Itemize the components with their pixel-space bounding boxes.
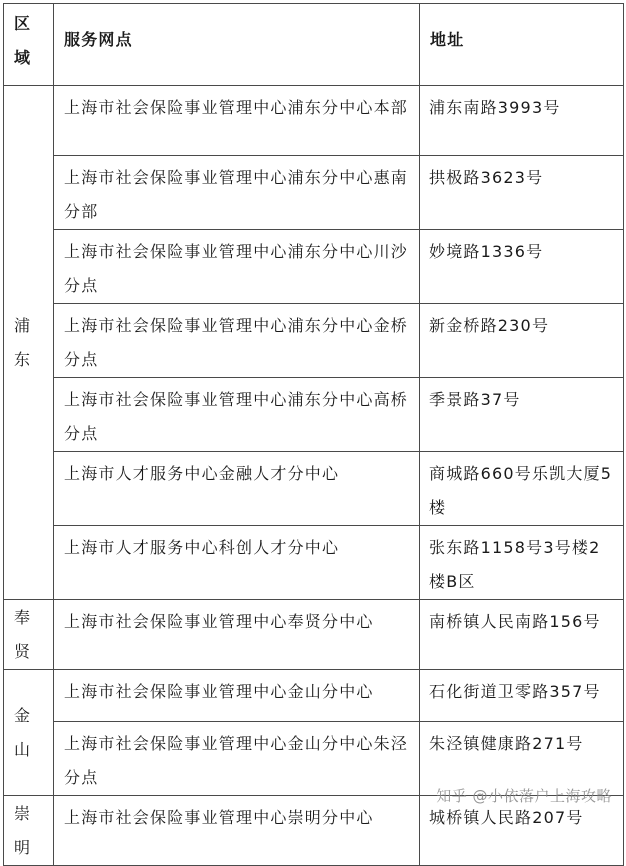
service-point-address: 妙境路1336号 [420, 230, 624, 304]
service-point-address: 城桥镇人民路207号 [420, 796, 624, 866]
table-row [4, 156, 624, 230]
table-row [4, 796, 624, 866]
service-point-name: 上海市社会保险事业管理中心金山分中心 [54, 670, 420, 722]
service-point-address: 拱极路3623号 [420, 156, 624, 230]
table-row [4, 526, 624, 600]
service-point-address: 季景路37号 [420, 378, 624, 452]
service-point-name: 上海市社会保险事业管理中心浦东分中心惠南分部 [54, 156, 420, 230]
watermark: 知乎 @小依落户上海攻略 [436, 787, 612, 805]
service-point-name: 上海市社会保险事业管理中心崇明分中心 [54, 796, 420, 866]
table-row [4, 452, 624, 526]
table-row [4, 230, 624, 304]
service-point-address: 商城路660号乐凯大厦5楼 [420, 452, 624, 526]
table-row [4, 670, 624, 722]
service-point-address: 浦东南路3993号 [420, 86, 624, 156]
region-cell-fengxian: 奉贤 [4, 600, 54, 670]
table-row [4, 378, 624, 452]
service-point-name: 上海市人才服务中心科创人才分中心 [54, 526, 420, 600]
service-point-name: 上海市社会保险事业管理中心金山分中心朱泾分点 [54, 722, 420, 796]
region-cell-jinshan: 金山 [4, 670, 54, 796]
header-row [4, 4, 624, 86]
service-point-name: 上海市社会保险事业管理中心浦东分中心本部 [54, 86, 420, 156]
header-name: 服务网点 [54, 4, 420, 86]
service-point-address: 南桥镇人民南路156号 [420, 600, 624, 670]
service-point-address: 张东路1158号3号楼2楼B区 [420, 526, 624, 600]
service-point-address: 新金桥路230号 [420, 304, 624, 378]
service-point-address: 石化街道卫零路357号 [420, 670, 624, 722]
table-row [4, 86, 624, 156]
service-point-name: 上海市社会保险事业管理中心浦东分中心高桥分点 [54, 378, 420, 452]
service-point-name: 上海市社会保险事业管理中心浦东分中心金桥分点 [54, 304, 420, 378]
header-region: 区域 [4, 4, 54, 86]
header-address: 地址 [420, 4, 624, 86]
region-cell-chongming: 崇明 [4, 796, 54, 866]
region-cell-pudong: 浦东 [4, 86, 54, 600]
service-point-address: 朱泾镇健康路271号 [420, 722, 624, 796]
service-points-table [3, 3, 624, 866]
service-point-name: 上海市社会保险事业管理中心浦东分中心川沙分点 [54, 230, 420, 304]
table-row [4, 304, 624, 378]
table-row [4, 600, 624, 670]
service-point-name: 上海市社会保险事业管理中心奉贤分中心 [54, 600, 420, 670]
service-point-name: 上海市人才服务中心金融人才分中心 [54, 452, 420, 526]
